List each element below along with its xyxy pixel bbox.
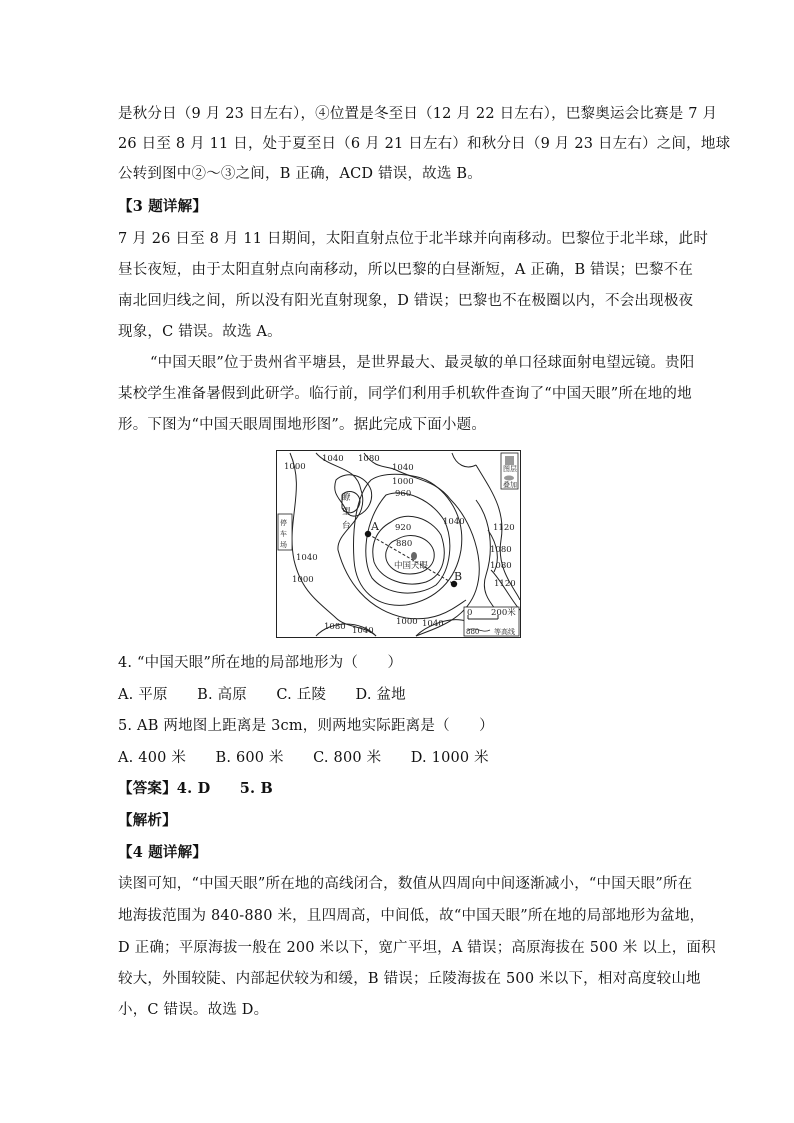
telescope-label: 中国天眼	[394, 561, 429, 571]
layer-icon	[505, 456, 514, 465]
contour-label: 1120	[493, 523, 515, 533]
answer-line: 【答案】4. D 5. B	[118, 780, 273, 797]
text-line: 小，C 错误。故选 D。	[118, 1002, 269, 1018]
contour-label: 1080	[490, 545, 512, 555]
lookout-label: 瞭	[342, 493, 351, 503]
text-line: 读图可知，“中国天眼”所在地的高线闭合，数值从四周向中间逐渐减小，“中国天眼”所在	[118, 876, 693, 892]
section-heading: 【4 题详解】	[118, 844, 208, 861]
question-4-options: A. 平原 B. 高原 C. 丘陵 D. 盆地	[118, 687, 406, 703]
lookout-label: 望	[342, 507, 351, 517]
contour-label: 1080	[358, 454, 380, 464]
text-line: 南北回归线之间，所以没有阳光直射现象，D 错误；巴黎也不在极圈以内，不会出现极夜	[118, 293, 694, 309]
contour-label: 1120	[494, 579, 516, 589]
contour-label: 1040	[392, 463, 414, 473]
text-line: 较大，外围较陡、内部起伏较为和缓，B 错误；丘陵海拔在 500 米以下，相对高度较山地	[118, 971, 701, 987]
text-line: 公转到图中②～③之间，B 正确，ACD 错误，故选 B。	[118, 166, 482, 182]
contour-label: 1000	[392, 477, 414, 487]
contour-label: 1040	[443, 517, 465, 527]
contour-label: 920	[395, 523, 412, 533]
paragraph-start: “中国天眼”位于贵州省平塘县，是世界最大、最灵敏的单口径球面射电望远镜。贵阳	[150, 355, 695, 371]
contour-label: 1000	[292, 575, 314, 585]
point-b-label: B	[454, 570, 463, 583]
text-line: 现象，C 错误。故选 A。	[118, 324, 282, 340]
text-line: 形。下图为“中国天眼周围地形图”。据此完成下面小题。	[118, 417, 487, 433]
contour-label: 1040	[352, 626, 374, 636]
question-5: 5. AB 两地图上距离是 3cm，则两地实际距离是（ ）	[118, 718, 494, 734]
question-4: 4. “中国天眼”所在地的局部地形为（ ）	[118, 655, 403, 671]
contour-label: 960	[395, 489, 412, 499]
text-line: 26 日至 8 月 11 日，处于夏至日（6 月 21 日左右）和秋分日（9 月 23 日左右）之间，地球	[118, 136, 731, 152]
legend-value: 880	[466, 628, 480, 636]
analysis-heading: 【解析】	[118, 812, 177, 829]
layer-label: 图层	[503, 465, 517, 473]
legend-text: 等高线	[494, 628, 515, 636]
contour-label: 1000	[284, 462, 306, 472]
contour-label: 1080	[324, 622, 346, 632]
text-line: 7 月 26 日至 8 月 11 日期间，太阳直射点位于北半球并向南移动。巴黎位于北半球，此时	[118, 231, 709, 247]
lookout-label: 台	[342, 521, 351, 531]
layer-label: 叠加	[503, 481, 517, 489]
section-heading: 【3 题详解】	[118, 198, 208, 215]
contour-label: 1080	[490, 561, 512, 571]
scale-zero: 0	[467, 608, 473, 618]
text-line: 地海拔范围为 840-880 米，且四周高，中间低，故“中国天眼”所在地的局部地形为盆地，	[118, 908, 705, 924]
contour-label: 1040	[296, 553, 318, 563]
contour-label: 1040	[322, 454, 344, 464]
parking-label: 场	[280, 541, 287, 549]
layer-overlay-icon	[504, 476, 514, 481]
parking-label: 停	[280, 519, 287, 527]
telescope-marker	[411, 552, 417, 560]
topographic-map	[276, 450, 521, 638]
question-5-options: A. 400 米 B. 600 米 C. 800 米 D. 1000 米	[118, 750, 489, 766]
text-line: 是秋分日（9 月 23 日左右），④位置是冬至日（12 月 22 日左右），巴黎奥运会比赛是 7 月	[118, 106, 718, 122]
contour-label: 1040	[422, 619, 444, 629]
text-line: 某校学生准备暑假到此研学。临行前，同学们利用手机软件查询了“中国天眼”所在地的地	[118, 386, 692, 402]
text-line: D 正确；平原海拔一般在 200 米以下，宽广平坦，A 错误；高原海拔在 500 米 以上，面积	[118, 940, 716, 956]
point-a-label: A	[371, 520, 379, 533]
contour-label: 880	[396, 539, 413, 549]
parking-label: 车	[280, 530, 287, 538]
text-line: 昼长夜短，由于太阳直射点向南移动，所以巴黎的白昼渐短，A 正确，B 错误；巴黎不在	[118, 262, 694, 278]
contour-label: 1000	[396, 617, 418, 627]
scale-value: 200米	[491, 608, 516, 618]
